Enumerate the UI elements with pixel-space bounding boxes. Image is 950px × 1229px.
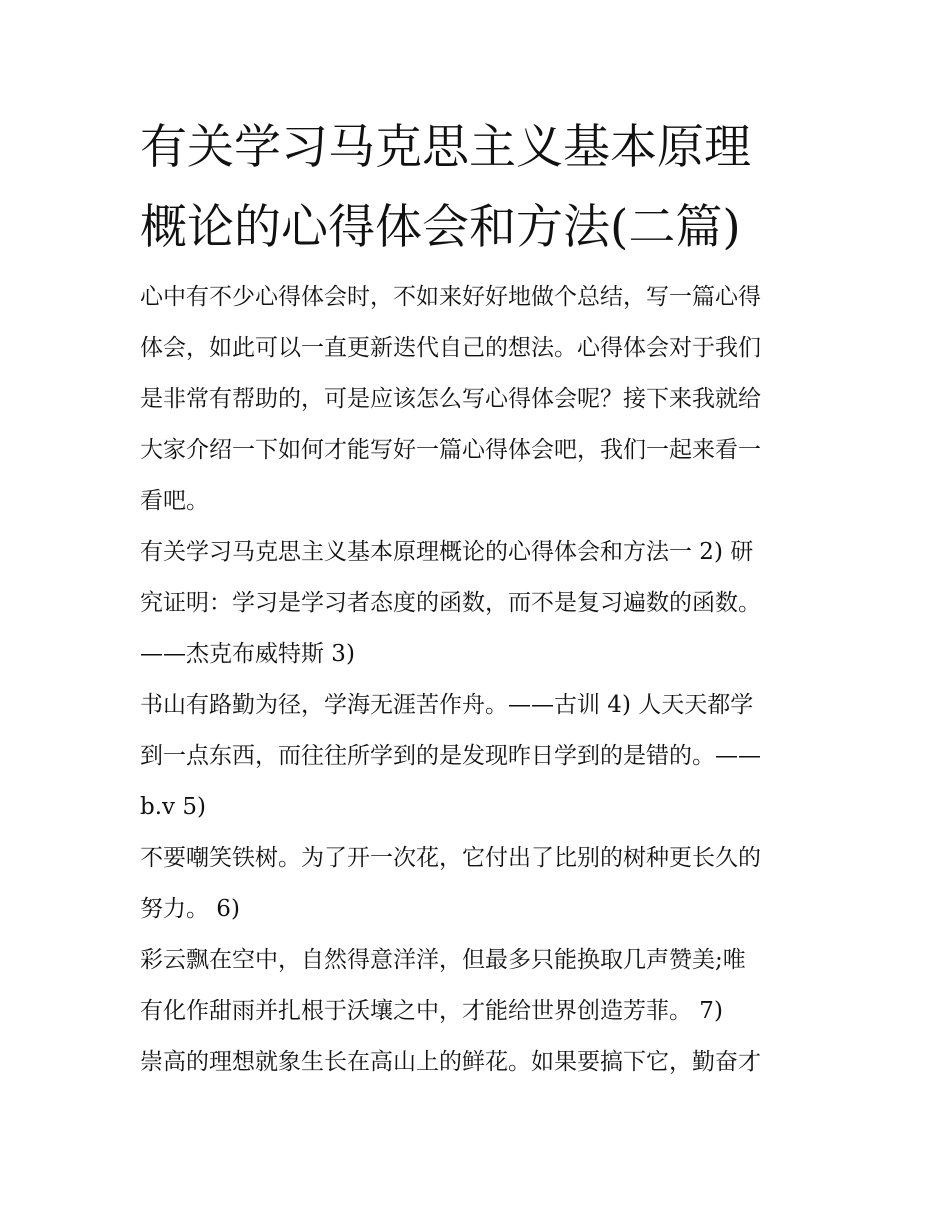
text-line: 有化作甜雨并扎根于沃壤之中，才能给世界创造芳菲。 7) [140,998,723,1024]
text-line: 体会，如此可以一直更新迭代自己的想法。心得体会对于我们 [140,335,761,361]
text-line: 大家介绍一下如何才能写好一篇心得体会吧，我们一起来看一 [140,437,761,463]
paragraph [140,680,815,833]
paragraph [140,527,815,680]
document-page [140,108,815,1088]
text-line: 彩云飘在空中，自然得意洋洋，但最多只能换取几声赞美;唯 [140,947,746,973]
text-line: 不要嘲笑铁树。为了开一次花，它付出了比别的树种更长久的 [140,845,761,871]
text-line: 到一点东西，而往往所学到的是发现昨日学到的是错的。—— [140,743,761,769]
text-line: 看吧。 [140,488,209,514]
document-title [140,108,815,268]
text-line: ——杰克布威特斯 3) [140,641,355,667]
text-line: 努力。 6) [140,896,240,922]
title-line: 概论的心得体会和方法(二篇) [140,200,741,255]
title-line: 有关学习马克思主义基本原理 [140,120,751,175]
paragraph [140,1037,815,1088]
text-line: 书山有路勤为径，学海无涯苦作舟。——古训 4) 人天天都学 [140,692,754,718]
text-line: 崇高的理想就象生长在高山上的鲜花。如果要搞下它，勤奋才 [140,1049,761,1075]
text-line: 究证明：学习是学习者态度的函数，而不是复习遍数的函数。 [140,590,761,616]
paragraph [140,272,815,527]
text-line: 是非常有帮助的，可是应该怎么写心得体会呢？接下来我就给 [140,386,761,412]
paragraph [140,935,815,1037]
text-line: b.v 5) [140,794,206,820]
text-line: 心中有不少心得体会时，不如来好好地做个总结，写一篇心得 [140,284,761,310]
paragraph [140,833,815,935]
text-line: 有关学习马克思主义基本原理概论的心得体会和方法一 2) 研 [140,539,754,565]
